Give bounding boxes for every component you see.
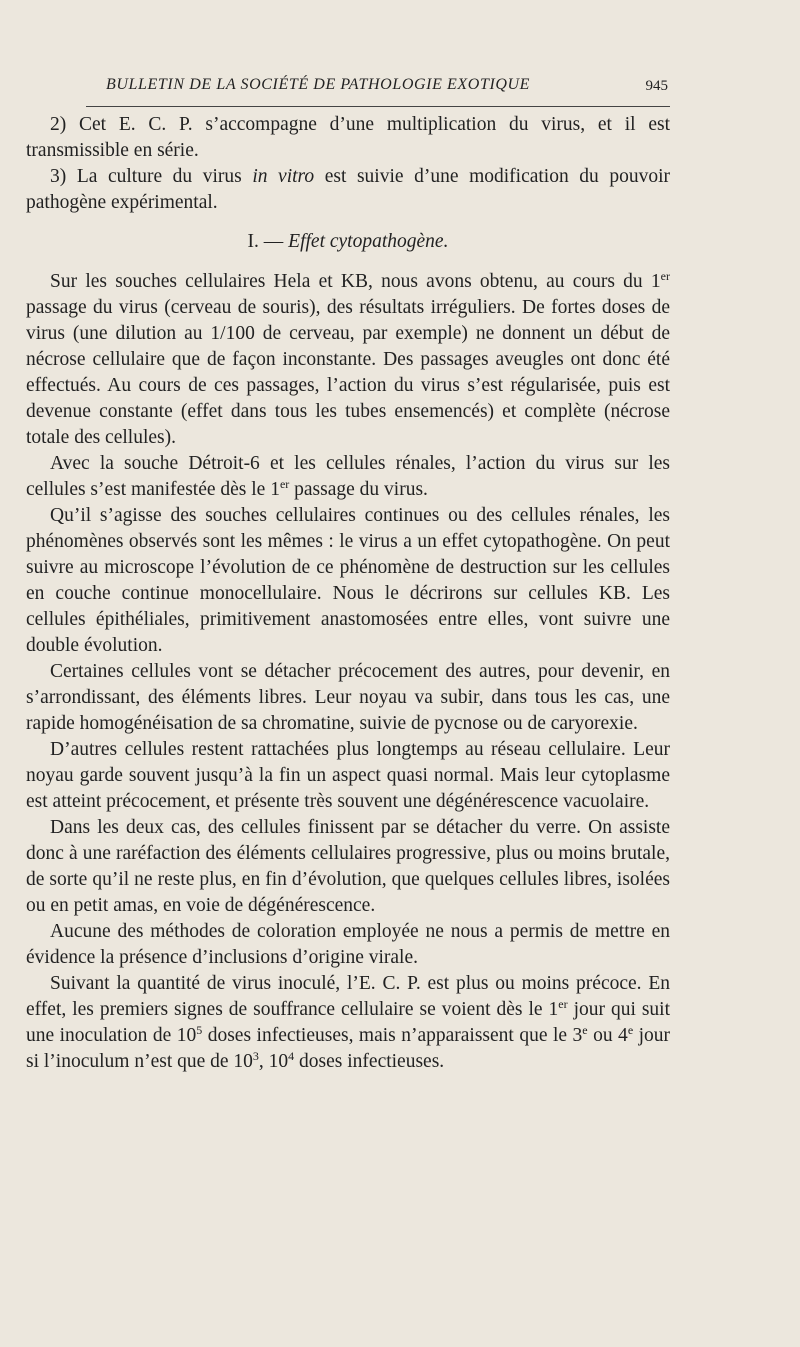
paragraph-4: Certaines cellules vont se détacher précocement des autres, pour devenir, en s’arrondissant, des éléments libres. Leur noyau va subir, dans tous les cas, une rapide homogénéisation de sa chromatine, suivie de pycnose ou de caryorexie. [26, 661, 670, 734]
paragraph-1: Sur les souches cellulaires Hela et KB, nous avons obtenu, au cours du 1er passage du virus (cerveau de souris), des résultats irréguliers. De fortes doses de virus (une dilution au 1/100 de cerveau, par exemple) ne donnent un début de nécrose cellulaire que de façon inconstante. Des passages aveugles ont donc été effectués. Au cours de ces passages, l’action du virus s’est régularisée, puis est devenue constante (effet dans tous les tubes ensemencés) et complète (nécrose totale des cellules). [26, 269, 670, 448]
running-title: BULLETIN DE LA SOCIÉTÉ DE PATHOLOGIE EXOTIQUE [106, 76, 531, 93]
paragraph-7: Aucune des méthodes de coloration employée ne nous a permis de mettre en évidence la présence d’inclusions d’origine virale. [26, 921, 670, 968]
list-item-3: 3) La culture du virus in vitro est suivie d’une modification du pouvoir pathogène expérimental. [26, 166, 671, 213]
in-vitro-term: in vitro [252, 166, 315, 187]
section-heading: I. — Effet cytopathogène. [247, 231, 449, 252]
paragraph-6: Dans les deux cas, des cellules finissent par se détacher du verre. On assiste donc à une raréfaction des éléments cellulaires progressive, plus ou moins brutale, de sorte qu’il ne reste plus, en fin d’évolution, que quelques cellules libres, isolées ou en petit amas, en voie de dégénérescence. [26, 817, 670, 916]
list-item-2: 2) Cet E. C. P. s’accompagne d’une multiplication du virus, et il est transmissible en série. [26, 114, 670, 161]
body-text [26, 112, 670, 1075]
paragraph-5: D’autres cellules restent rattachées plus longtemps au réseau cellulaire. Leur noyau garde souvent jusqu’à la fin un aspect quasi normal. Mais leur cytoplasme est atteint précocement, et présente très souvent une dégénérescence vacuolaire. [26, 739, 670, 812]
paragraph-3: Qu’il s’agisse des souches cellulaires continues ou des cellules rénales, les phénomènes observés sont les mêmes : le virus a un effet cytopathogène. On peut suivre au microscope l’évolution de ce phénomène de destruction sur les cellules en couche continue monocellulaire. Nous le décrirons sur cellules KB. Les cellules épithéliales, primitivement anastomosées entre elles, vont suivre une double évolution. [26, 505, 670, 656]
page-number: 945 [645, 78, 668, 94]
paragraph-2: Avec la souche Détroit-6 et les cellules rénales, l’action du virus sur les cellules s’est manifestée dès le 1er passage du virus. [26, 453, 670, 500]
page-header [86, 76, 670, 107]
paragraph-8: Suivant la quantité de virus inoculé, l’E. C. P. est plus ou moins précoce. En effet, les premiers signes de souffrance cellulaire se voient dès le 1er jour qui suit une inoculation de $10^5$ doses infectieuses, mais n’apparaissent que le 3e ou 4e jour si l’inoculum n’est que de $10^3$, $10^4$ doses infectieuses. [26, 973, 671, 1072]
